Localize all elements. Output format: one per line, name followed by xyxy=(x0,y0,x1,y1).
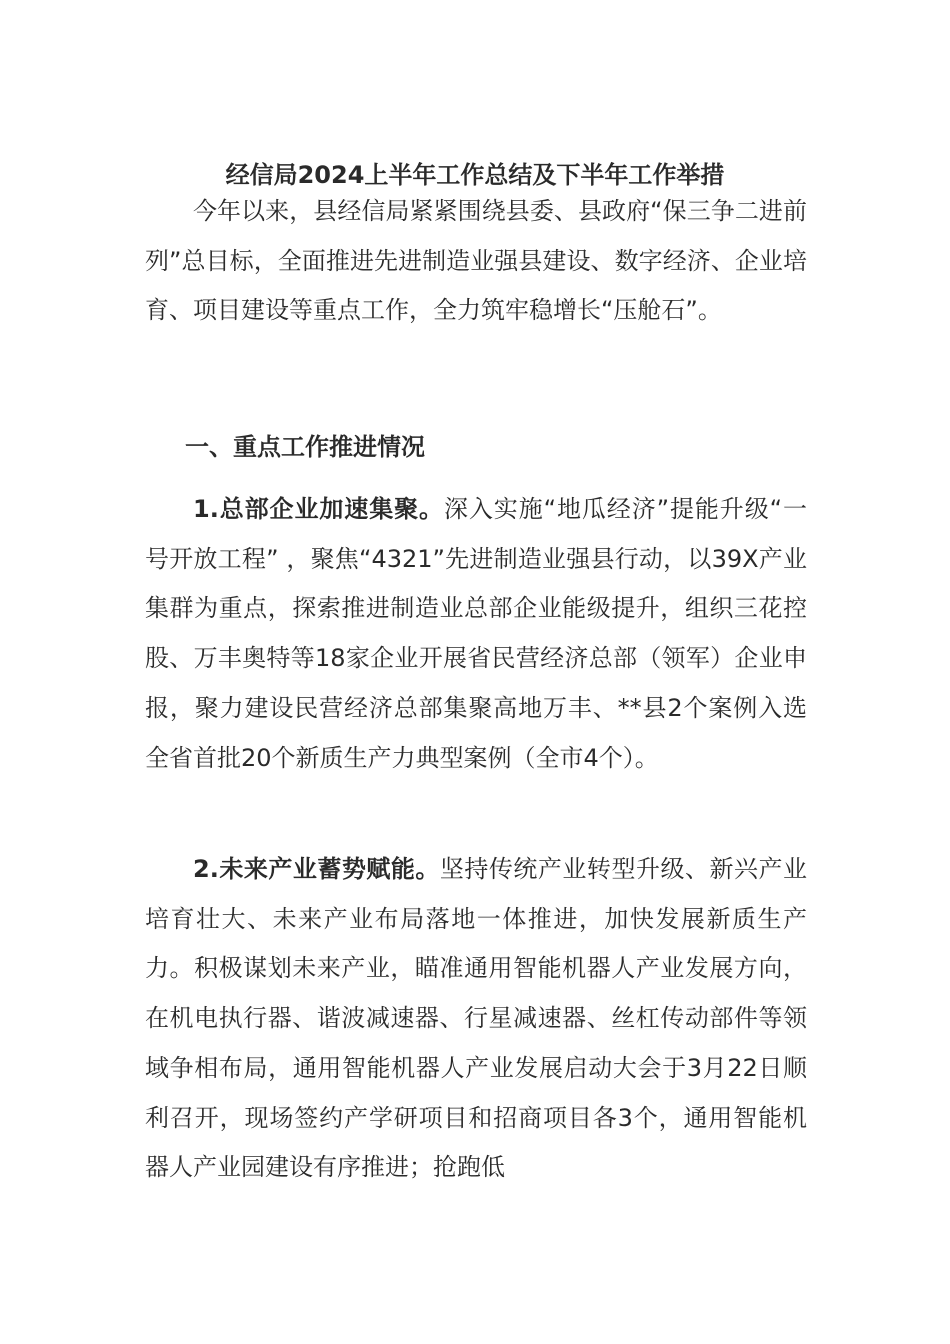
item-2-text: 坚持传统产业转型升级、新兴产业培育壮大、未来产业布局落地一体推进，加快发展新质生产力。积极谋划未来产业，瞄准通用智能机器人产业发展方向，在机电执行器、谐波减速器、行星减速器、丝杠传动部件等领域争相布局，通用智能机器人产业发展启动大会于3月22日顺利召开，现场签约产学研项目和招商项目各3个，通用智能机器人产业园建设有序推进；抢跑低 xyxy=(145,855,807,1182)
item-1-text: 深入实施“地瓜经济”提能升级“一号开放工程” ，聚焦“4321”先进制造业强县行动，以39X产业集群为重点，探索推进制造业总部企业能级提升，组织三花控股、万丰奥特等18家企业开展省民营经济总部（领军）企业申报，聚力建设民营经济总部集聚高地万丰、**县2个案例入选全省首批20个新质生产力典型案例（全市4个）。 xyxy=(145,495,807,772)
section-heading: 一、重点工作推进情况 xyxy=(185,433,425,461)
intro-paragraph xyxy=(145,187,807,336)
item-1-lead: 1.总部企业加速集聚。 xyxy=(193,495,444,523)
intro-text: 今年以来，县经信局紧紧围绕县委、县政府“保三争二进前列”总目标，全面推进先进制造业强县建设、数字经济、企业培育、项目建设等重点工作，全力筑牢稳增长“压舱石”。 xyxy=(145,197,807,325)
item-paragraph-2 xyxy=(145,845,807,1193)
item-1 xyxy=(145,485,807,783)
item-2-lead: 2.未来产业蓄势赋能。 xyxy=(193,855,440,883)
item-2 xyxy=(145,845,807,1193)
item-paragraph-1 xyxy=(145,485,807,783)
document-title: 经信局2024上半年工作总结及下半年工作举措 xyxy=(225,161,725,189)
